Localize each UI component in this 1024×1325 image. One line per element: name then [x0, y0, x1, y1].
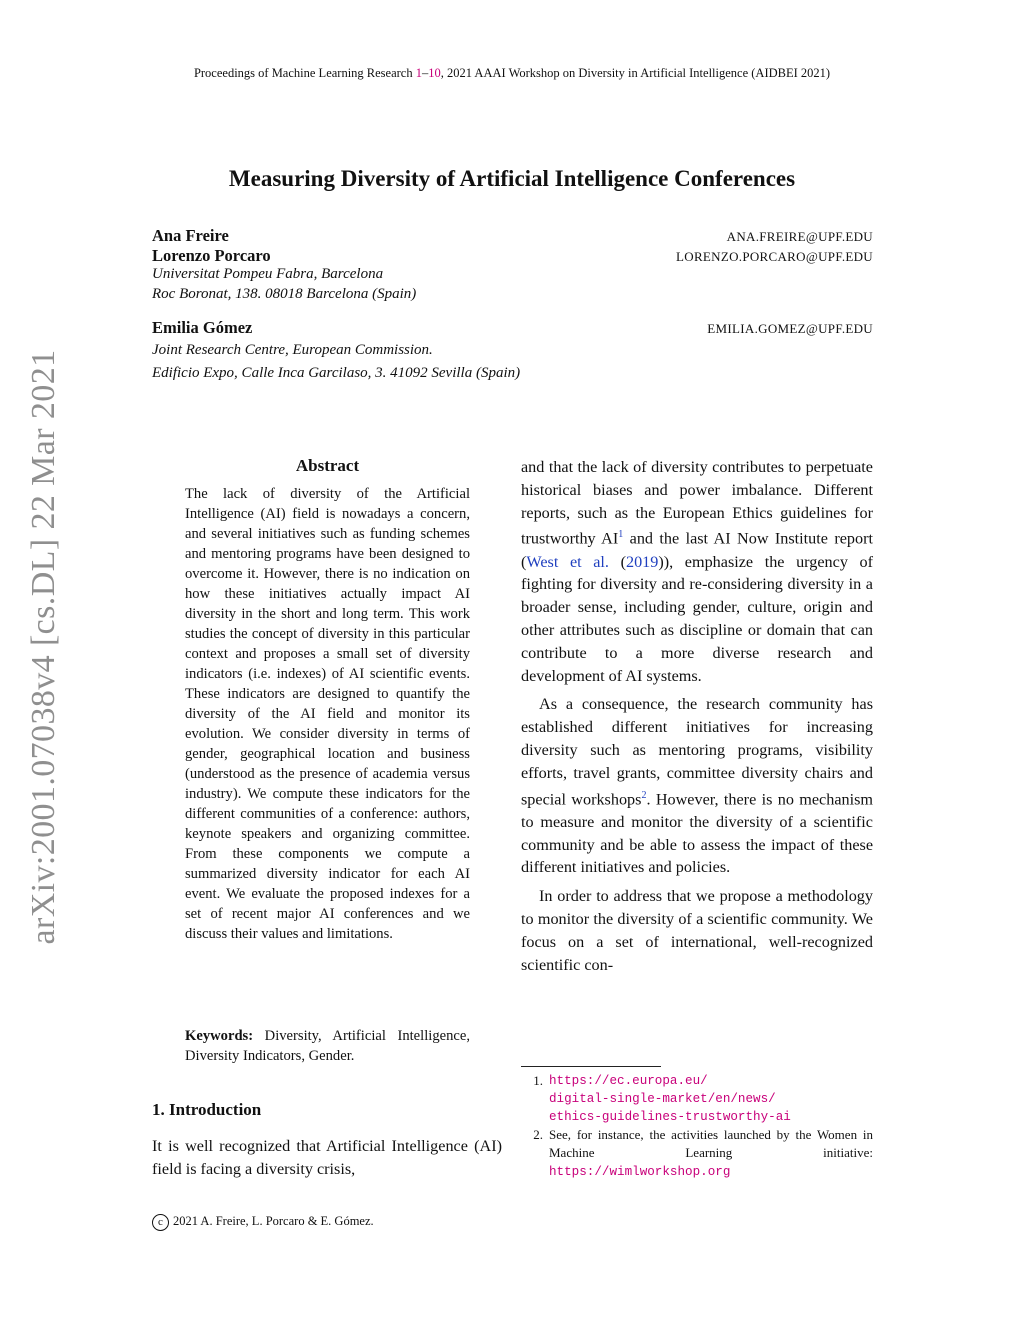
author-email-freire[interactable]: ANA.FREIRE@UPF.EDU — [726, 229, 873, 244]
paragraph-1 — [521, 456, 873, 687]
footnote-2-text: See, for instance, the activities launched by the Women in Machine Learning initiative: — [549, 1127, 873, 1160]
keywords-label: Keywords: — [185, 1028, 254, 1044]
footnote-ref-1[interactable]: 1 — [618, 529, 624, 541]
running-header — [0, 66, 1024, 81]
footnote-ref-2[interactable]: 2 — [641, 789, 647, 801]
arxiv-stamp: arXiv:2001.07038v4 [cs.DL] 22 Mar 2021 — [25, 349, 62, 945]
keywords-text: Diversity, Artificial Intelligence, Diversity Indicators, Gender. — [185, 1028, 470, 1064]
copyright-text: 2021 A. Freire, L. Porcaro & E. Gómez. — [173, 1214, 374, 1228]
author-name-porcaro: Lorenzo Porcaro — [152, 246, 271, 265]
section-heading-introduction: 1. Introduction — [152, 1100, 262, 1119]
abstract-body: The lack of diversity of the Artificial Intelligence (AI) field is nowadays a concern, and several initiatives such as funding schemes and mentoring programs have been designed to overcome it. However, there is no indication on how these initiatives actually impact AI diversity in the short and long term. This work studies the concept of diversity in this particular context and proposes a small set of diversity indicators (i.e. indexes) of AI scientific events. These indicators are designed to quantify the diversity of the AI field and monitor its evolution. We consider diversity in terms of gender, geographical location and business (understood as the presence of academia versus industry). We compute these indicators for the different communities of a conference: authors, keynote speakers and organizing committee. From these components we compute a summarized diversity indicator for each AI event. We evaluate the proposed indexes for a set of recent major AI conferences and we discuss their values and limitations. — [185, 486, 470, 942]
footnote-1 — [521, 1072, 873, 1126]
copyright-icon: c — [152, 1214, 169, 1231]
p1-text-d: )), emphasize the urgency of fighting for diversity and re-considering diversity in a broader sense, including gender, culture, origin and other attributes such as discipline or domain that can contribute to a more diverse research and development of AI systems. — [521, 552, 874, 685]
p1-text-a: and that the lack of diversity contributes to perpetuate historical biases and power imbalance. Different reports, such as the European Ethics guidelines for trustworthy AI — [521, 458, 873, 548]
affiliation-upf-line1: Universitat Pompeu Fabra, Barcelona — [152, 266, 384, 282]
footnotes — [521, 1072, 873, 1181]
intro-paragraph: It is well recognized that Artificial Intelligence (AI) field is facing a diversity crisis, — [152, 1137, 502, 1178]
copyright-notice — [152, 1214, 374, 1231]
paragraph-2 — [521, 693, 873, 879]
footnote-1-number: 1. — [533, 1073, 543, 1088]
author-email-porcaro[interactable]: LORENZO.PORCARO@UPF.EDU — [676, 249, 873, 264]
right-column — [521, 456, 873, 976]
abstract-heading: Abstract — [295, 456, 360, 475]
citation-west-author[interactable]: West et al. — [526, 552, 609, 571]
footnote-1-url-line2[interactable]: digital-single-market/en/news/ — [549, 1092, 776, 1106]
page-range-sep: – — [421, 66, 429, 80]
author-email-gomez[interactable]: EMILIA.GOMEZ@UPF.EDU — [707, 321, 873, 336]
paragraph-3: In order to address that we propose a methodology to monitor the diversity of a scientific community. We focus on a set of international, well-recognized scientific con- — [521, 887, 873, 974]
p1-text-b: and the last AI Now Institute report ( — [521, 529, 874, 571]
p1-text-c: ( — [608, 552, 626, 571]
citation-west-year[interactable]: 2019 — [625, 552, 659, 571]
footnote-rule — [521, 1066, 661, 1067]
page-start-link[interactable]: 1 — [415, 66, 422, 80]
affiliation-jrc-line1: Joint Research Centre, European Commission. — [152, 342, 433, 358]
footnote-2 — [521, 1126, 873, 1181]
affiliation-jrc-line2: Edificio Expo, Calle Inca Garcilaso, 3. 41092 Sevilla (Spain) — [152, 365, 521, 381]
affiliation-upf-line2: Roc Boronat, 138. 08018 Barcelona (Spain) — [152, 286, 417, 302]
paper-title: Measuring Diversity of Artificial Intelligence Conferences — [228, 166, 796, 191]
footnote-2-number: 2. — [533, 1127, 543, 1142]
author-name-gomez: Emilia Gómez — [152, 318, 253, 337]
p2-text-a: As a consequence, the research community has established different initiatives for increasing diversity such as mentoring programs, visibility efforts, travel grants, committee diversity chairs and special workshops — [521, 695, 873, 808]
keywords — [185, 1026, 470, 1066]
p2-text-b: . However, there is no mechanism to measure and monitor the diversity of a scientific community and be able to assess the impact of these different initiatives and policies. — [521, 789, 873, 877]
header-prefix: Proceedings of Machine Learning Research — [193, 66, 416, 80]
header-suffix: , 2021 AAAI Workshop on Diversity in Artificial Intelligence (AIDBEI 2021) — [440, 66, 831, 80]
footnote-1-url-line3[interactable]: ethics-guidelines-trustworthy-ai — [549, 1110, 791, 1124]
footnote-2-url[interactable]: https://wimlworkshop.org — [549, 1165, 731, 1179]
author-name-freire: Ana Freire — [152, 226, 229, 245]
footnote-1-url-line1[interactable]: https://ec.europa.eu/ — [549, 1074, 708, 1088]
page-end-link[interactable]: 10 — [428, 66, 441, 80]
